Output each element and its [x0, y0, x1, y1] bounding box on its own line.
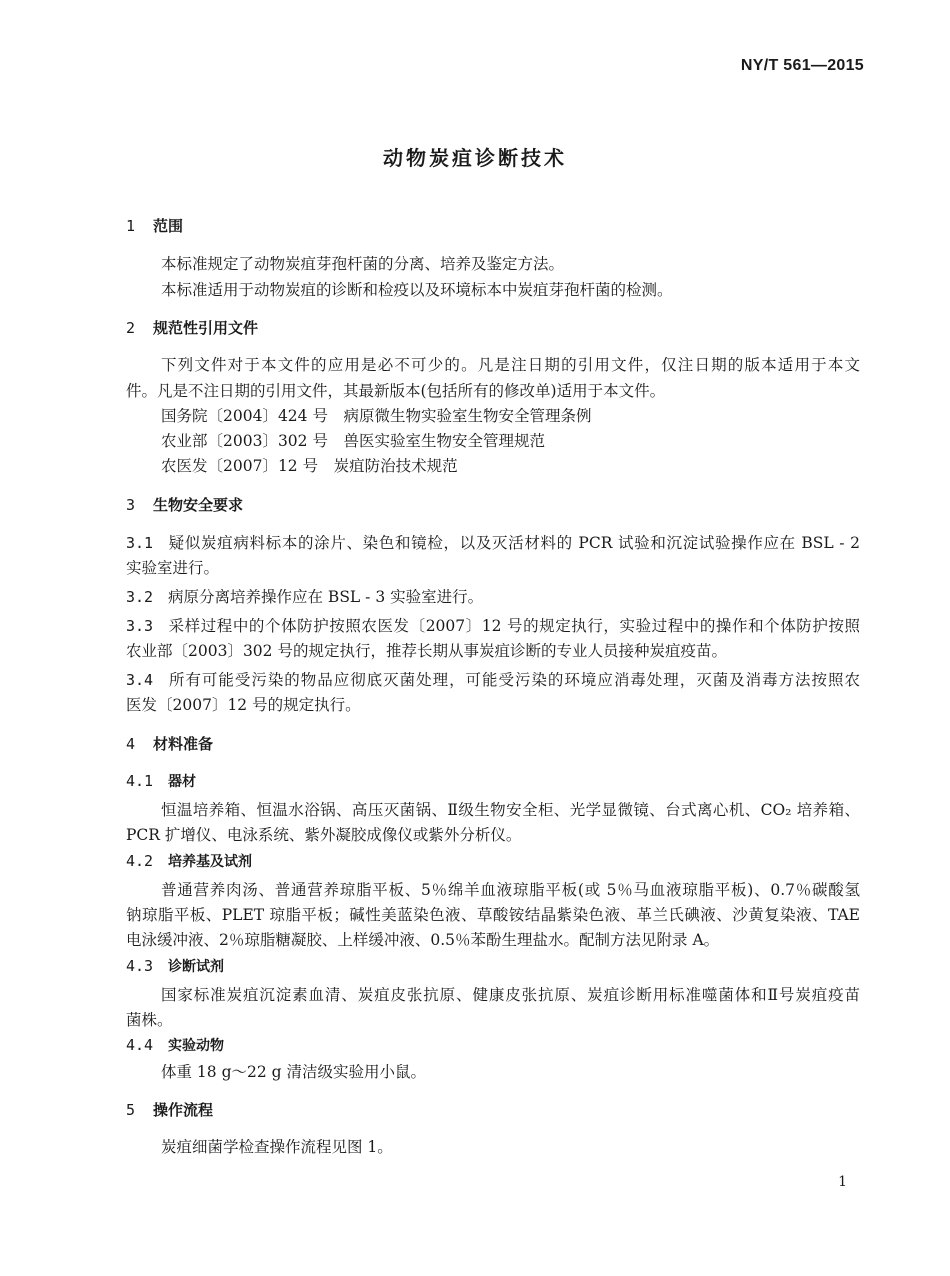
section-title: 范围	[153, 217, 184, 235]
section-number: 1	[126, 217, 136, 235]
clause-number: 3.1	[126, 534, 154, 552]
clause-text: 疑似炭疽病料标本的涂片、染色和镜检，以及灭活材料的 PCR 试验和沉淀试验操作应在 BSL - 2	[168, 534, 860, 552]
section-number: 3	[126, 496, 136, 514]
section-5-heading	[126, 1100, 213, 1120]
subsection-4-2-line-3: 电泳缓冲液、2％琼脂糖凝胶、上样缓冲液、0.5％苯酚生理盐水。配制方法见附录 A。	[126, 931, 720, 949]
section-1-paragraph-2: 本标准适用于动物炭疽的诊断和检疫以及环境标本中炭疽芽孢杆菌的检测。	[161, 281, 673, 299]
section-title: 生物安全要求	[153, 496, 244, 514]
page-title: 动物炭疽诊断技术	[383, 146, 567, 170]
subsection-title: 诊断试剂	[168, 959, 224, 975]
subsection-title: 实验动物	[168, 1038, 224, 1054]
section-2-paragraph-line-2: 件。凡是不注日期的引用文件，其最新版本(包括所有的修改单)适用于本文件。	[126, 382, 666, 400]
section-title: 材料准备	[153, 735, 214, 753]
subsection-4-4-line-1: 体重 18 g～22 g 清洁级实验用小鼠。	[161, 1063, 426, 1081]
clause-text: 所有可能受污染的物品应彻底灭菌处理，可能受污染的环境应消毒处理，灭菌及消毒方法按照农	[168, 671, 860, 689]
clause-3-4-line-2: 医发〔2007〕12 号的规定执行。	[126, 696, 361, 714]
clause-number: 3.2	[126, 588, 154, 606]
page-number: 1	[838, 1174, 847, 1190]
subsection-4-1-heading	[126, 771, 196, 792]
section-1-heading	[126, 216, 183, 236]
subsection-4-2-heading	[126, 851, 252, 872]
section-number: 5	[126, 1101, 136, 1119]
clause-number: 3.3	[126, 617, 154, 635]
section-2-paragraph-line-1: 下列文件对于本文件的应用是必不可少的。凡是注日期的引用文件，仅注日期的版本适用于本文	[161, 356, 860, 374]
clause-3-3-line-2: 农业部〔2003〕302 号的规定执行，推荐长期从事炭疽诊断的专业人员接种炭疽疫苗。	[126, 642, 727, 660]
section-number: 2	[126, 319, 136, 337]
section-3-heading	[126, 495, 243, 515]
section-number: 4	[126, 735, 136, 753]
subsection-4-3-line-2: 菌株。	[126, 1011, 173, 1029]
subsection-4-4-heading	[126, 1035, 224, 1056]
section-5-paragraph: 炭疽细菌学检查操作流程见图 1。	[161, 1138, 393, 1156]
subsection-4-1-line-2: PCR 扩增仪、电泳系统、紫外凝胶成像仪或紫外分析仪。	[126, 826, 522, 844]
section-1-paragraph-1: 本标准规定了动物炭疽芽孢杆菌的分离、培养及鉴定方法。	[161, 255, 565, 273]
subsection-title: 培养基及试剂	[168, 854, 252, 870]
reference-item: 农业部〔2003〕302 号 兽医实验室生物安全管理规范	[161, 432, 545, 450]
clause-3-4-line-1	[126, 670, 860, 690]
reference-item: 国务院〔2004〕424 号 病原微生物实验室生物安全管理条例	[161, 407, 592, 425]
subsection-4-2-line-2: 钠琼脂平板、PLET 琼脂平板；碱性美蓝染色液、草酸铵结晶紫染色液、革兰氏碘液、沙黄复染液、TAE	[126, 906, 860, 924]
clause-number: 3.4	[126, 671, 154, 689]
subsection-4-3-line-1: 国家标准炭疽沉淀素血清、炭疽皮张抗原、健康皮张抗原、炭疽诊断用标准噬菌体和Ⅱ号炭疽疫苗	[161, 986, 860, 1004]
subsection-number: 4.2	[126, 852, 154, 870]
clause-3-1-line-2: 实验室进行。	[126, 559, 220, 577]
clause-3-3-line-1	[126, 616, 860, 636]
clause-text: 采样过程中的个体防护按照农医发〔2007〕12 号的规定执行，实验过程中的操作和个体防护按照	[168, 617, 860, 635]
subsection-4-1-line-1: 恒温培养箱、恒温水浴锅、高压灭菌锅、Ⅱ级生物安全柜、光学显微镜、台式离心机、CO₂ 培养箱、	[161, 801, 860, 819]
standard-code: NY/T 561—2015	[740, 57, 864, 74]
clause-3-2	[126, 587, 483, 607]
subsection-4-3-heading	[126, 956, 224, 977]
section-title: 操作流程	[153, 1101, 214, 1119]
section-title: 规范性引用文件	[153, 319, 259, 337]
subsection-number: 4.4	[126, 1036, 154, 1054]
clause-text: 病原分离培养操作应在 BSL - 3 实验室进行。	[168, 588, 484, 606]
reference-item: 农医发〔2007〕12 号 炭疽防治技术规范	[161, 457, 458, 475]
section-2-heading	[126, 318, 258, 338]
subsection-number: 4.1	[126, 772, 154, 790]
subsection-4-2-line-1: 普通营养肉汤、普通营养琼脂平板、5％绵羊血液琼脂平板(或 5％马血液琼脂平板)、0.7％碳酸氢	[161, 881, 860, 899]
section-4-heading	[126, 734, 213, 754]
subsection-number: 4.3	[126, 957, 154, 975]
clause-3-1-line-1	[126, 533, 860, 553]
subsection-title: 器材	[168, 774, 196, 790]
